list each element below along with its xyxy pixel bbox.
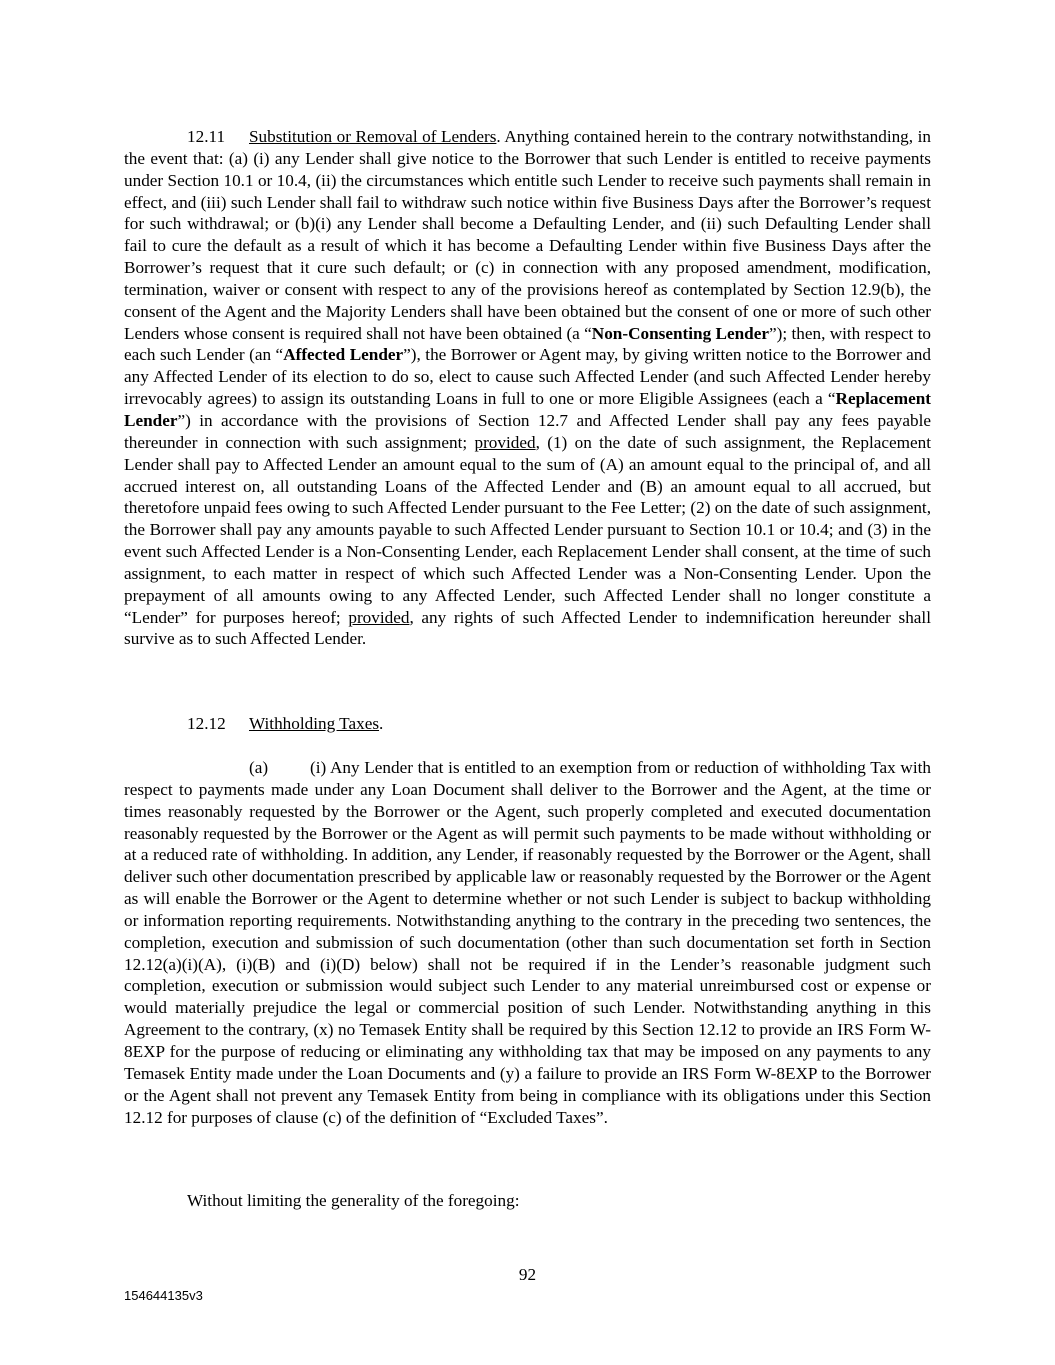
section-12-11-text-6: , any rights of such Affected Lender to indemnification hereunder shall survive as to such Affected Lender. bbox=[124, 607, 931, 649]
section-12-12-heading-period: . bbox=[379, 714, 384, 733]
section-12-12-number: 12.12 bbox=[187, 714, 226, 733]
section-12-12-heading: Withholding Taxes bbox=[249, 714, 380, 733]
page-number: 92 bbox=[518, 1265, 537, 1284]
section-12-11-text-1: . Anything contained herein to the contrary notwithstanding, in the event that: (a) (i) any Lender shall give notice to the Borrower that such Lender is entitled to receive payments under Section 10.1 or 10.4, (ii) the circumstances which entitle such Lender to receive such payments shall remain in effect, and (iii) such Lender shall fail to withdraw such notice within five Business Days after the Borrower’s request for such withdrawal; or (b)(i) any Lender shall become a Defaulting Lender, and (ii) such Defaulting Lender shall fail to cure the default as a result of which it has become a Defaulting Lender within five Business Days after the Borrower’s request that it cure such default; or (c) in connection with any proposed amendment, modification, termination, waiver or consent with respect to any of the provisions hereof as contemplated by Section 12.9(b), the consent of the Agent and the Majority Lenders shall have been obtained but the consent of one or more of such other Lenders whose consent is required shall not have been obtained (a “ bbox=[124, 127, 932, 343]
section-12-11-text-5: , (1) on the date of such assignment, the Replacement Lender shall pay to Affected Lender an amount equal to the sum of (A) an amount equal to the principal of, and all accrued interest on, all outstanding Loans of the Affected Lender and (B) an amount equal to all accrued, but theretofore unpaid fees owing to such Affected Lender pursuant to the Fee Letter; (2) on the date of such assignment, the Borrower shall pay any amounts payable to such Affected Lender pursuant to Section 10.1 or 10.4; and (3) in the event such Affected Lender is a Non-Consenting Lender, each Replacement Lender shall consent, at the time of such assignment, to each matter in respect of which such Affected Lender was a Non-Consenting Lender. Upon the prepayment of all amounts owing to any Affected Lender, such Affected Lender shall no longer constitute a “Lender” for purposes hereof; bbox=[124, 432, 931, 627]
section-12-11-text-3: ”), the Borrower or Agent may, by giving written notice to the Borrower and any Affected Lender of its election to do so, elect to cause such Affected Lender (and such Affected Lender hereby irrevocably agrees) to assign its outstanding Loans in full to one or more Eligible Assignees (each a “ bbox=[124, 345, 931, 409]
section-12-11-paragraph bbox=[124, 126, 931, 650]
section-12-12-paragraph-a bbox=[124, 757, 931, 1128]
defined-term-replacement-lender: Replacement Lender bbox=[124, 389, 931, 430]
paragraph-a-text: (i) Any Lender that is entitled to an exemption from or reduction of withholding Tax with respect to payments made under any Loan Document shall deliver to the Borrower and the Agent, at the time or times reasonably requested by the Borrower or the Agent, such properly completed and executed documentation reasonably requested by the Borrower or the Agent as will permit such payments to be made without withholding or at a reduced rate of withholding. In addition, any Lender, if reasonably requested by the Borrower or the Agent, shall deliver such other documentation prescribed by applicable law or reasonably requested by the Borrower or the Agent as will enable the Borrower or the Agent to determine whether or not such Lender is subject to backup withholding or information reporting requirements. Notwithstanding anything to the contrary in the preceding two sentences, the completion, execution and submission of such documentation (other than such documentation set forth in Section 12.12(a)(i)(A), (i)(B) and (i)(D) below) shall not be required if in the Lender’s reasonable judgment such completion, execution or submission would subject such Lender to any material unreimbursed cost or expense or would materially prejudice the legal or commercial position of such Lender. Notwithstanding anything in this Agreement to the contrary, (x) no Temasek Entity shall be required by this Section 12.12 to provide an IRS Form W-8EXP for the purpose of reducing or eliminating any withholding tax that may be imposed on any payments to any Temasek Entity made under the Loan Documents and (y) a failure to provide an IRS Form W-8EXP to the Borrower or the Agent shall not prevent any Temasek Entity from being in compliance with its obligations under this Section 12.12 for purposes of clause (c) of the definition of “Excluded Taxes”. bbox=[124, 758, 931, 1127]
defined-term-non-consenting-lender: Non-Consenting Lender bbox=[591, 323, 769, 343]
section-12-11-text-4: ”) in accordance with the provisions of Section 12.7 and Affected Lender shall pay any fees payable thereunder in connection with such assignment; bbox=[124, 410, 931, 452]
lead-in-sentence: Without limiting the generality of the foregoing: bbox=[187, 1191, 520, 1210]
document-id: 154644135v3 bbox=[124, 1288, 203, 1303]
section-12-12-heading-line bbox=[187, 713, 887, 735]
paragraph-a-marker: (a) bbox=[249, 758, 269, 777]
defined-term-affected-lender: Affected Lender bbox=[283, 345, 404, 365]
section-12-11-heading: Substitution or Removal of Lenders bbox=[249, 127, 497, 146]
section-12-11-text-2: ”); then, with respect to each such Lender (an “ bbox=[124, 323, 931, 365]
section-12-11-number: 12.11 bbox=[187, 127, 226, 146]
provided-proviso-2: provided bbox=[348, 607, 410, 627]
provided-proviso-1: provided bbox=[474, 432, 536, 452]
